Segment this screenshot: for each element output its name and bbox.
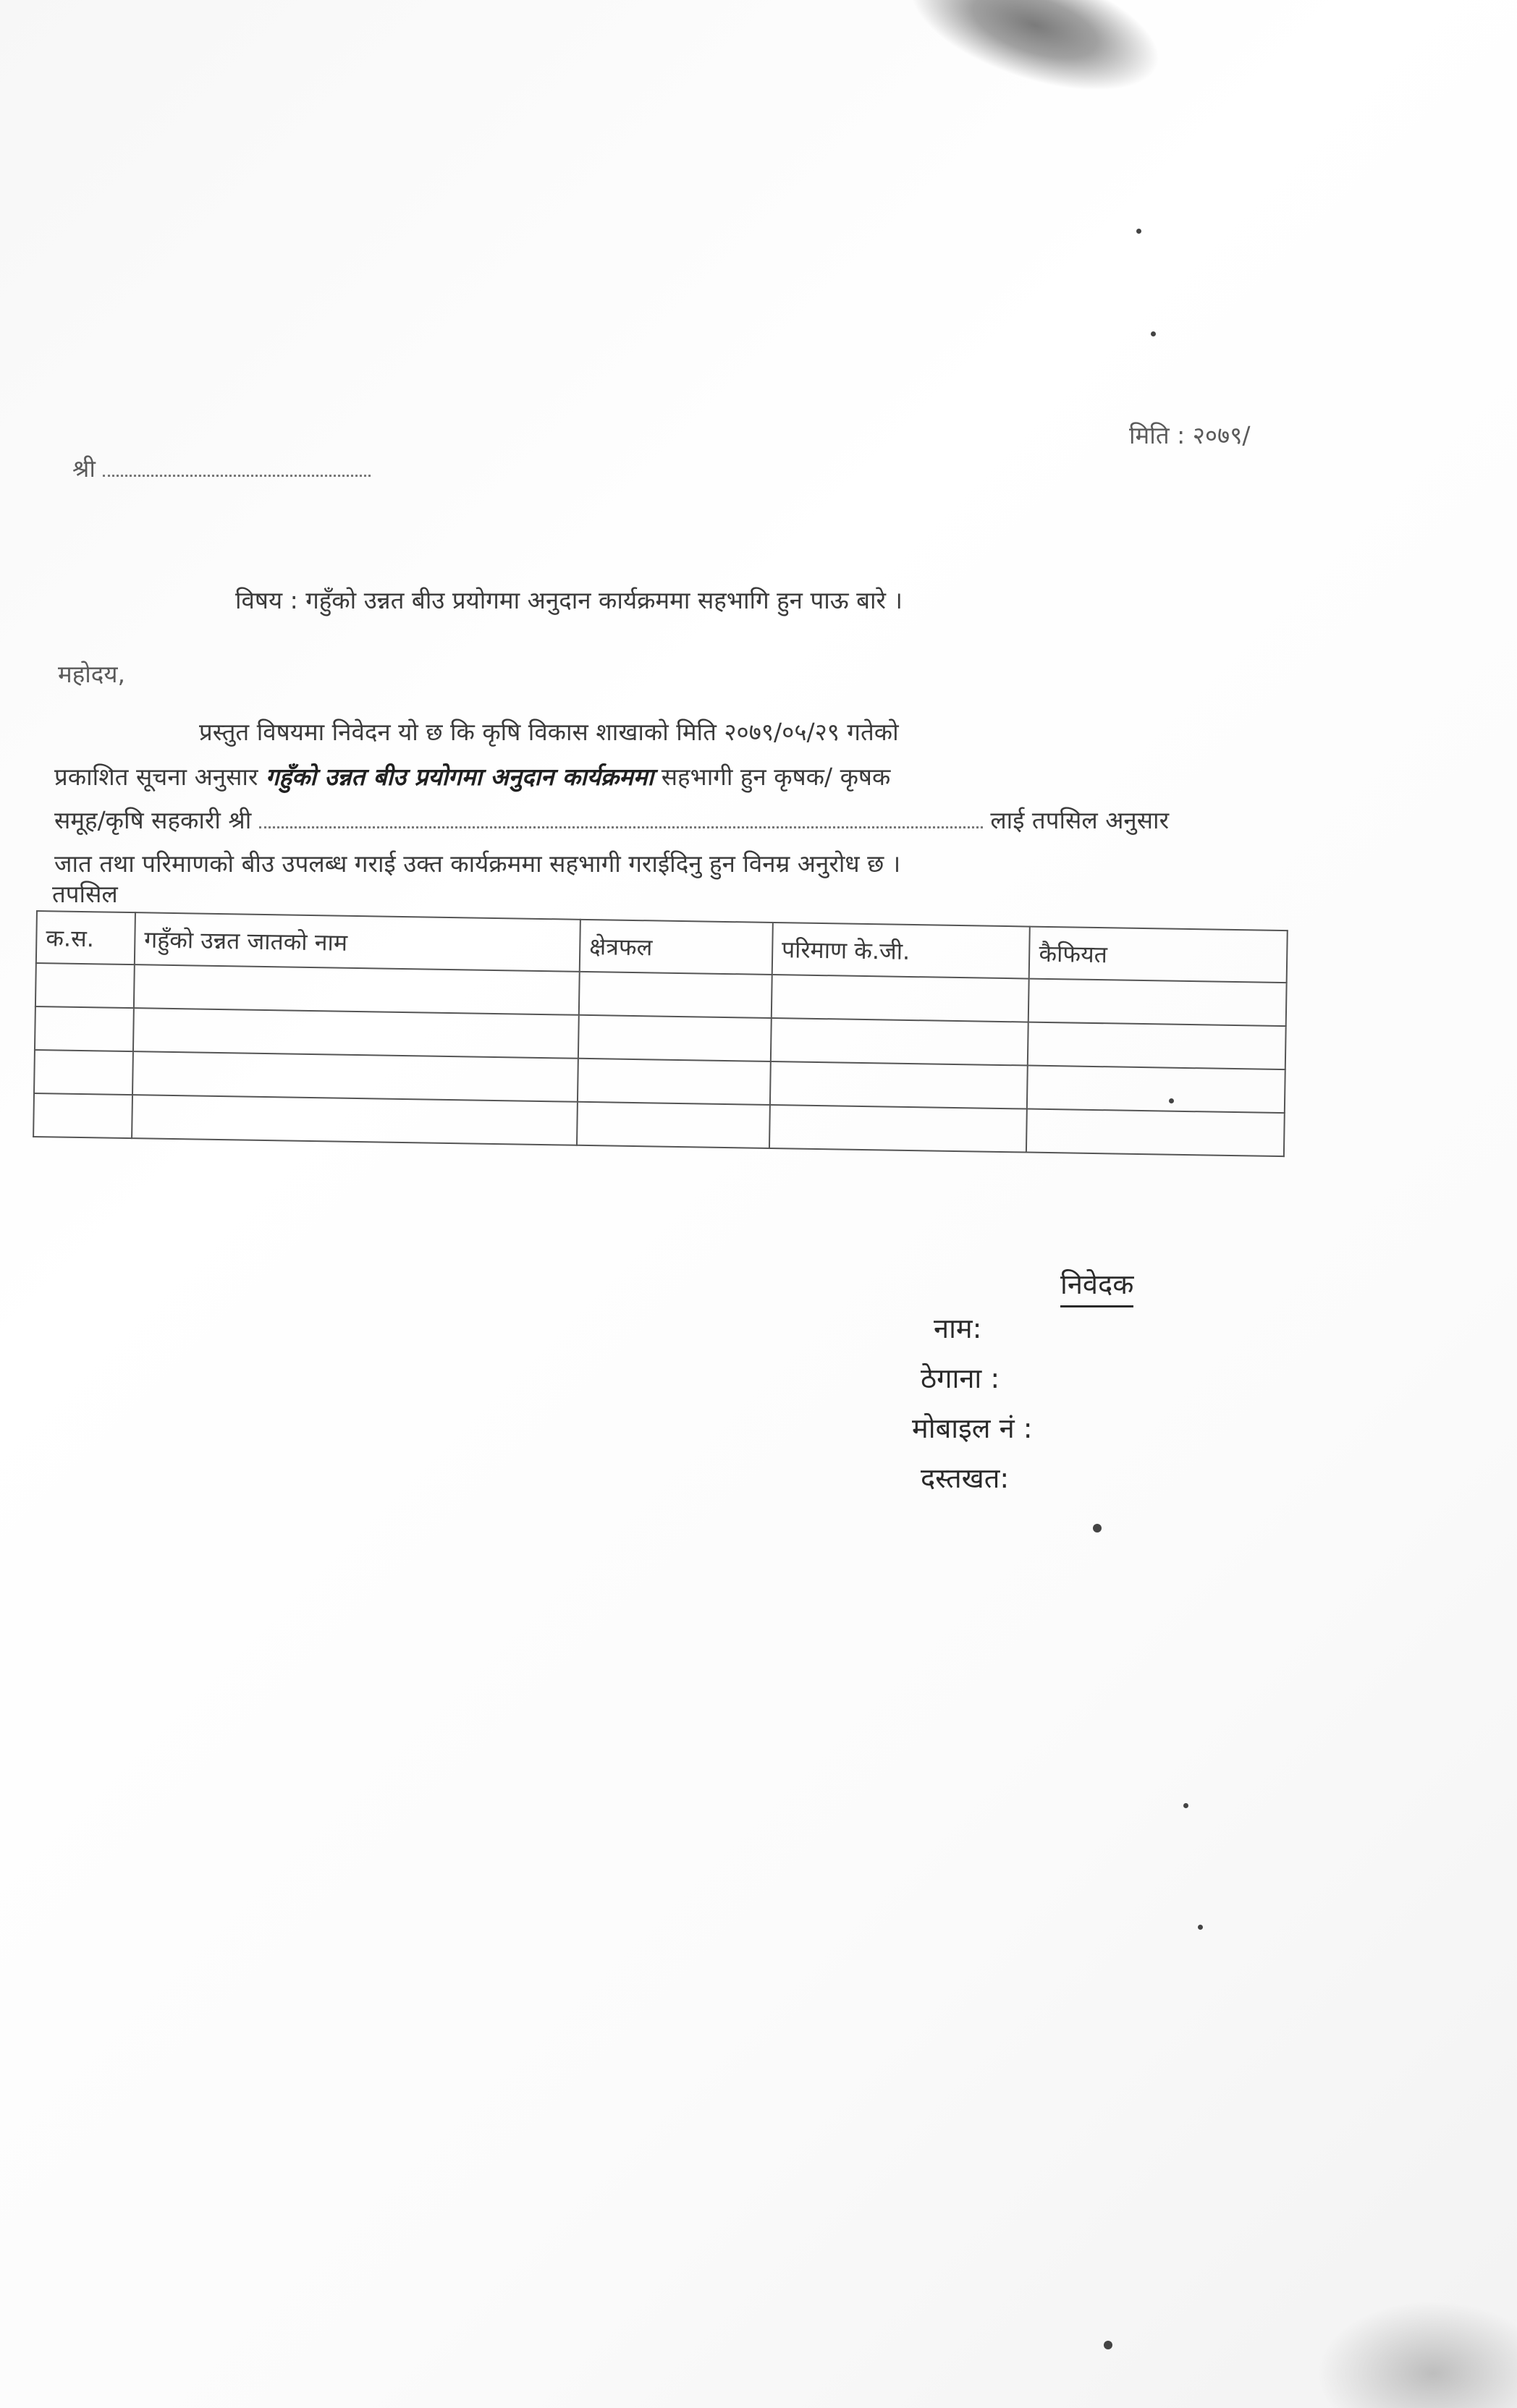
table-cell[interactable] <box>134 965 580 1015</box>
name-label: नाम: <box>934 1313 982 1344</box>
table-cell[interactable] <box>35 1006 134 1051</box>
table-cell[interactable] <box>1028 979 1287 1027</box>
date-label: मिति : २०७९/ <box>1129 421 1251 449</box>
cooperative-blank <box>259 809 983 828</box>
header-variety-name: गहुँको उन्नत जातको नाम <box>135 912 580 972</box>
table-cell[interactable] <box>772 975 1029 1022</box>
applicant-details <box>912 1259 1033 1504</box>
table-cell[interactable] <box>1026 1109 1285 1157</box>
body-line-3 <box>54 803 1429 836</box>
addressee-blank <box>103 457 371 477</box>
mobile-label: मोबाइल नं : <box>912 1412 1033 1444</box>
table-cell[interactable] <box>770 1061 1028 1109</box>
body-line-1: प्रस्तुत विषयमा निवेदन यो छ कि कृषि विकास शाखाको मिति २०७९/०५/२९ गतेको <box>199 718 899 746</box>
table-cell[interactable] <box>34 1050 133 1095</box>
tapasil-label: तपसिल <box>52 880 118 908</box>
seed-table <box>33 910 1288 1157</box>
table-cell[interactable] <box>577 1102 770 1148</box>
addressee-prefix: श्री <box>72 454 96 483</box>
salutation: महोदय, <box>58 660 125 688</box>
body-line-2-suffix: सहभागी हुन कृषक/ कृषक <box>661 763 891 791</box>
table-cell[interactable] <box>579 972 772 1018</box>
scan-shadow-bottom <box>1317 2301 1517 2408</box>
addressee-line <box>72 454 371 483</box>
scan-speck <box>1198 1925 1203 1930</box>
program-name: गहुँको उन्नत बीउ प्रयोगमा अनुदान कार्यक्रममा <box>265 763 654 791</box>
applicant-title: निवेदक <box>1060 1265 1133 1307</box>
table-cell[interactable] <box>133 1008 579 1059</box>
table-cell[interactable] <box>35 963 135 1008</box>
table-cell[interactable] <box>771 1018 1028 1066</box>
scan-shadow-top <box>895 0 1176 117</box>
scan-speck <box>1093 1524 1102 1532</box>
scan-speck <box>1136 229 1141 234</box>
signature-label: दस्तखत: <box>921 1462 1010 1494</box>
table-cell[interactable] <box>132 1051 578 1102</box>
header-quantity-kg: परिमाण के.जी. <box>772 923 1031 979</box>
header-remarks: कैफियत <box>1029 927 1288 983</box>
table-cell[interactable] <box>33 1093 132 1138</box>
body-line-4: जात तथा परिमाणको बीउ उपलब्ध गराई उक्त कार्यक्रममा सहभागी गराईदिनु हुन विनम्र अनुरोध छ । <box>54 849 901 878</box>
scan-speck <box>1183 1803 1188 1808</box>
table-cell[interactable] <box>578 1015 772 1061</box>
subject-line: विषय : गहुँको उन्नत बीउ प्रयोगमा अनुदान कार्यक्रममा सहभागि हुन पाऊ बारे । <box>235 586 903 614</box>
table-cell[interactable] <box>1027 1066 1285 1114</box>
body-line-3-prefix: समूह/कृषि सहकारी श्री <box>54 806 252 834</box>
address-label: ठेगाना : <box>921 1362 1000 1394</box>
table-cell[interactable] <box>769 1105 1027 1153</box>
body-line-2 <box>54 760 1429 792</box>
scan-speck <box>1151 331 1156 336</box>
table-cell[interactable] <box>1028 1022 1286 1070</box>
header-serial: क.स. <box>36 911 135 965</box>
table-cell[interactable] <box>132 1095 578 1145</box>
scan-speck <box>1104 2341 1112 2349</box>
header-area: क्षेत्रफल <box>580 920 773 975</box>
body-line-3-suffix: लाई तपसिल अनुसार <box>990 806 1170 834</box>
table-cell[interactable] <box>578 1059 771 1105</box>
body-line-2-prefix: प्रकाशित सूचना अनुसार <box>54 763 258 791</box>
